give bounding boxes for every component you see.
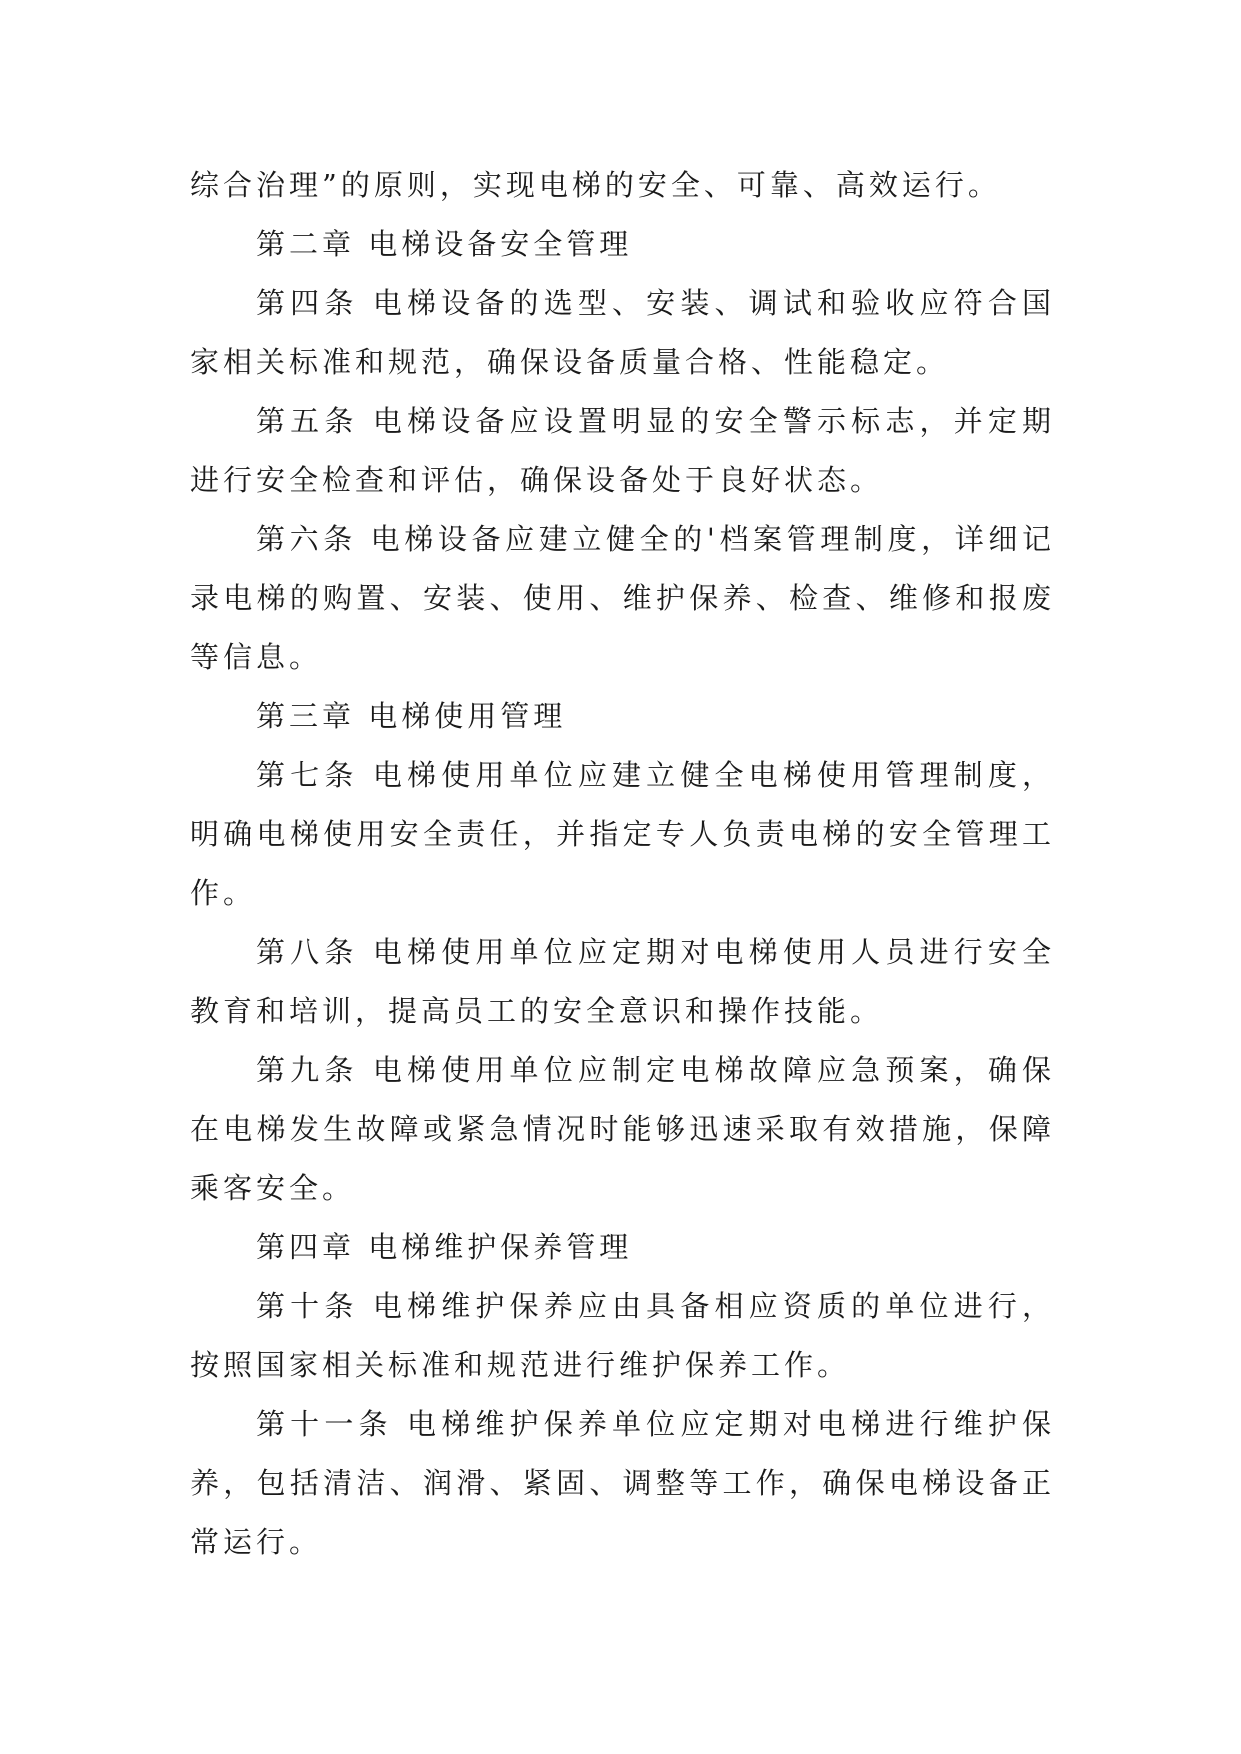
- paragraph-continuation: 综合治理”的原则，实现电梯的安全、可靠、高效运行。: [190, 168, 1001, 202]
- article-4: 第四条 电梯设备的选型、安装、调试和验收应符合国家相关标准和规范，确保设备质量合格、性能稳定。: [190, 286, 1055, 379]
- chapter-heading-2: 第二章 电梯设备安全管理: [256, 227, 633, 261]
- article-7: 第七条 电梯使用单位应建立健全电梯使用管理制度，明确电梯使用安全责任，并指定专人负责电梯的安全管理工作。: [190, 758, 1055, 910]
- chapter-heading-4: 第四章 电梯维护保养管理: [256, 1230, 633, 1264]
- document-body: [190, 156, 1055, 1572]
- article-11: 第十一条 电梯维护保养单位应定期对电梯进行维护保养，包括清洁、润滑、紧固、调整等工作，确保电梯设备正常运行。: [190, 1407, 1055, 1559]
- article-8: 第八条 电梯使用单位应定期对电梯使用人员进行安全教育和培训，提高员工的安全意识和操作技能。: [190, 935, 1055, 1028]
- article-5: 第五条 电梯设备应设置明显的安全警示标志，并定期进行安全检查和评估，确保设备处于良好状态。: [190, 404, 1055, 497]
- chapter-heading-3: 第三章 电梯使用管理: [256, 699, 567, 733]
- article-10: 第十条 电梯维护保养应由具备相应资质的单位进行，按照国家相关标准和规范进行维护保养工作。: [190, 1289, 1055, 1382]
- article-6: 第六条 电梯设备应建立健全的'档案管理制度，详细记录电梯的购置、安装、使用、维护保养、检查、维修和报废等信息。: [190, 522, 1055, 674]
- article-9: 第九条 电梯使用单位应制定电梯故障应急预案，确保在电梯发生故障或紧急情况时能够迅速采取有效措施，保障乘客安全。: [190, 1053, 1055, 1205]
